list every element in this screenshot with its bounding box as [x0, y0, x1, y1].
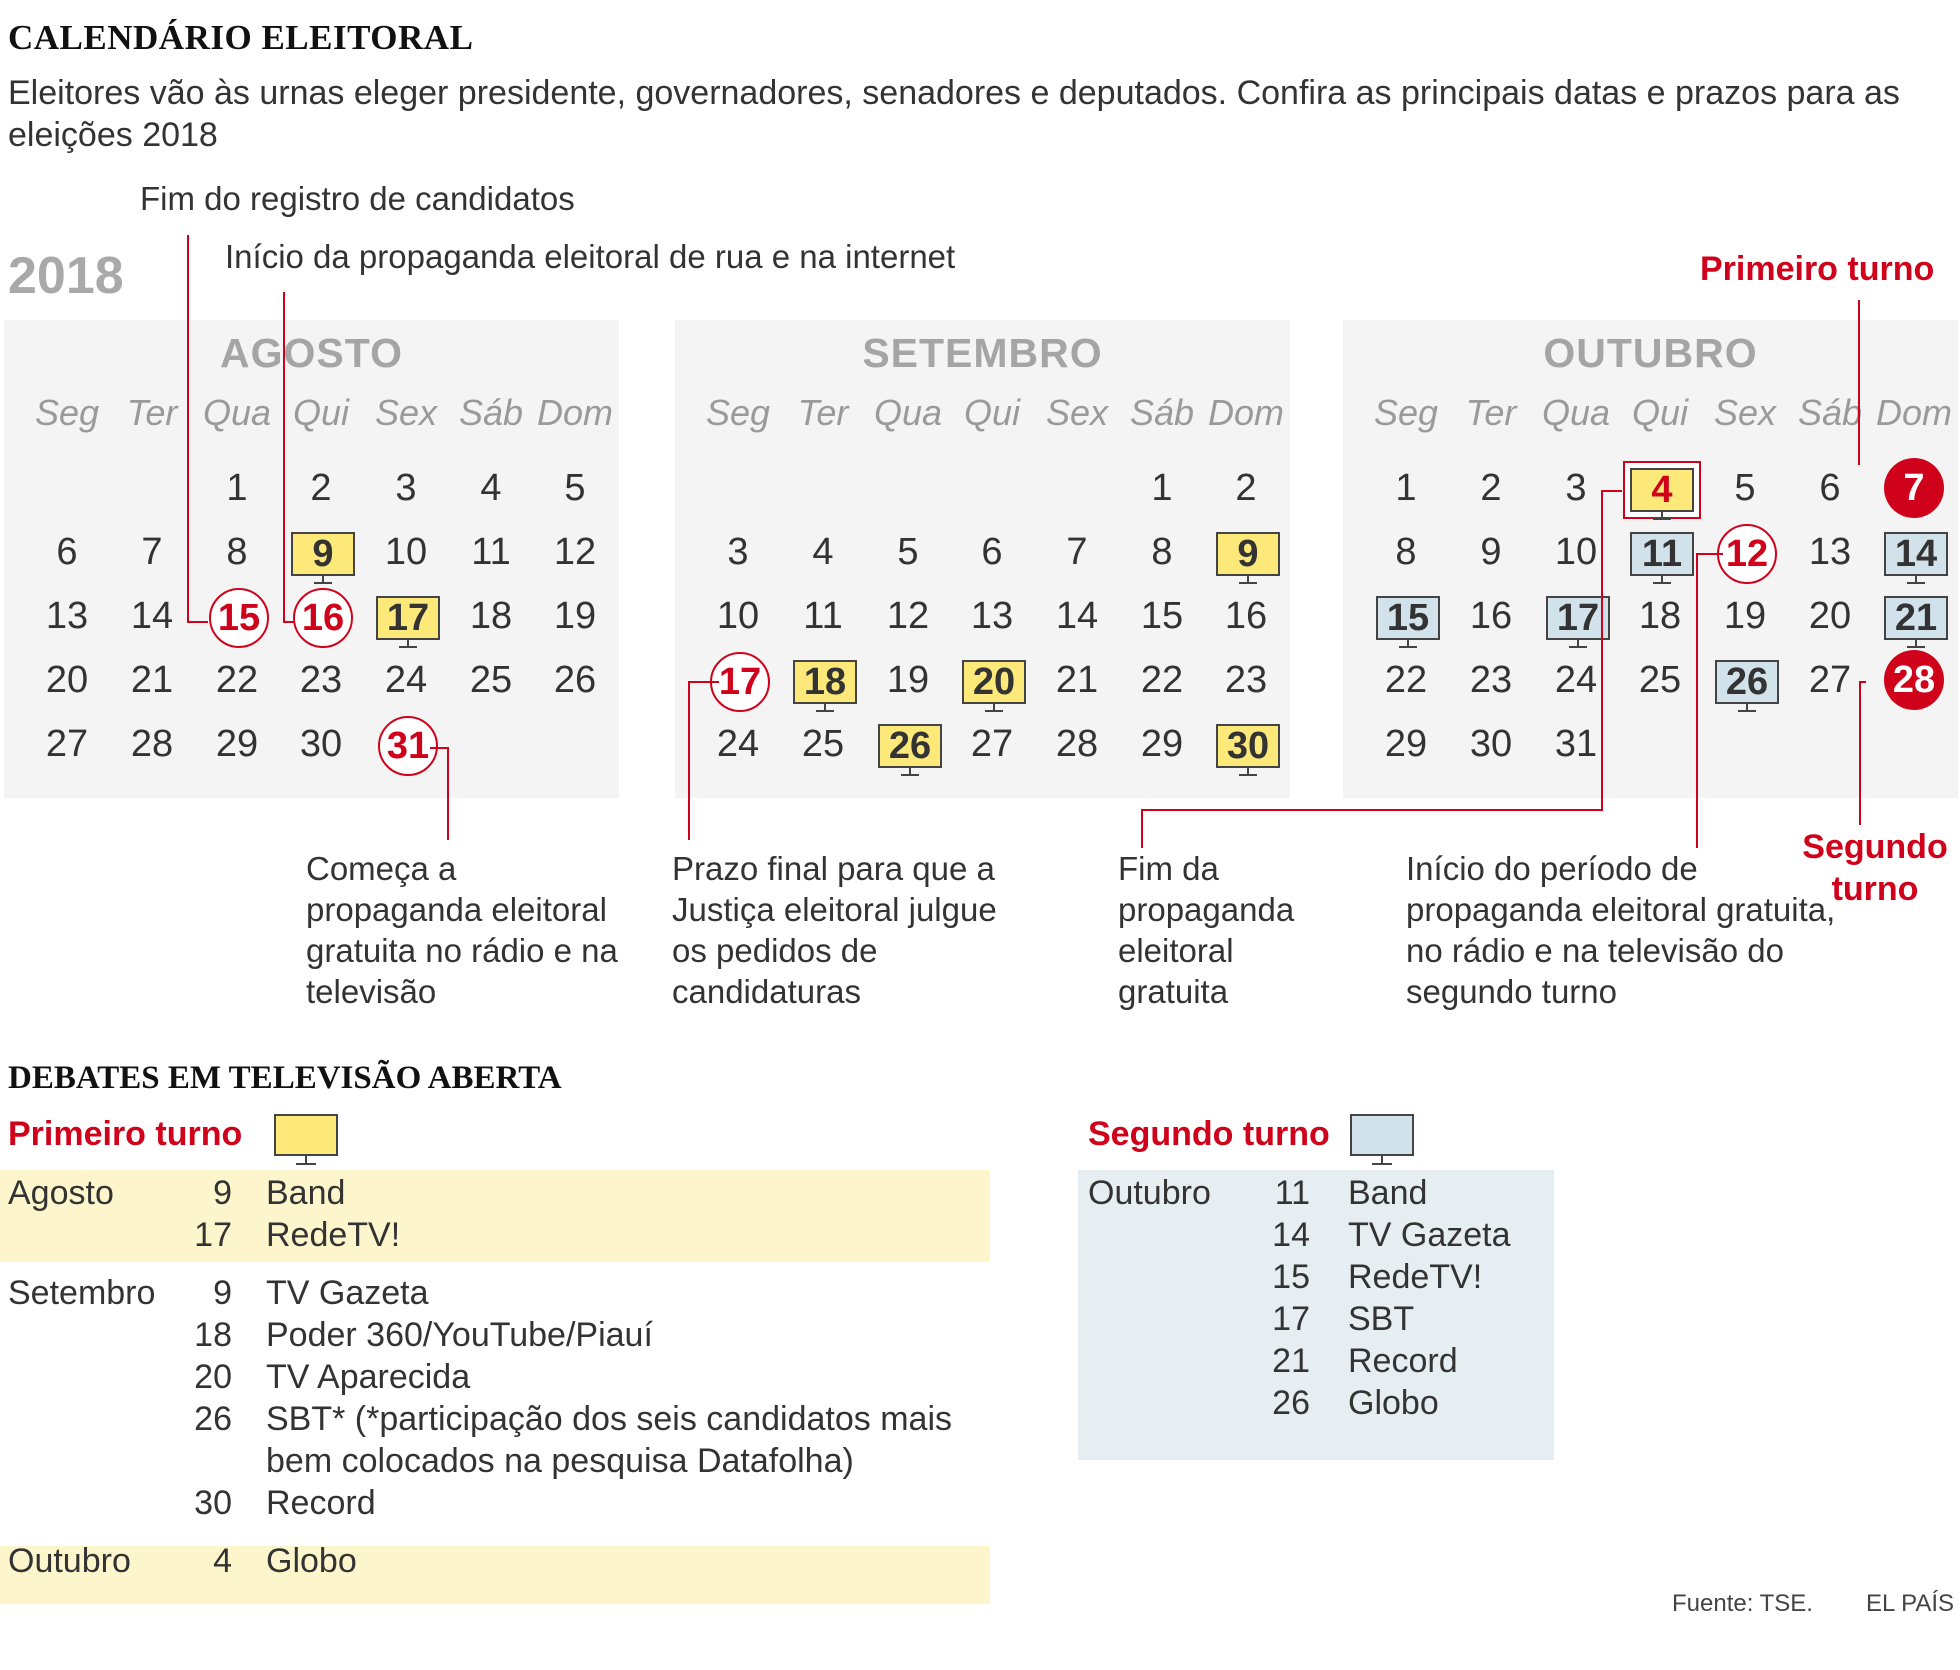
calendar-day: 18 — [469, 595, 513, 637]
calendar-day: 8 — [1395, 531, 1417, 573]
debate-month: Outubro — [8, 1542, 131, 1580]
note-prazo-final: Prazo final para que a Justiça eleitoral julgue os pedidos de candidaturas — [672, 850, 997, 1010]
note-comeca-propaganda: Começa a propaganda eleitoral gratuita no rádio e na televisão — [306, 850, 618, 1010]
calendar-day: 5 — [564, 467, 586, 509]
label-primeiro-turno: Primeiro turno — [1700, 250, 1935, 288]
weekday-header: Qua — [873, 392, 943, 433]
calendar-day: 16 — [1469, 595, 1513, 637]
calendar-day: 1 — [226, 467, 248, 509]
calendar-day: 21 — [1055, 659, 1099, 701]
calendar-day: 11 — [471, 531, 511, 573]
debate-channel: Record — [1348, 1342, 1458, 1380]
calendar-day: 24 — [716, 723, 760, 765]
calendar-day: 17 — [710, 652, 770, 712]
note-inicio-periodo: Início do período de propaganda eleitoral gratuita, no rádio e na televisão do segundo turno — [1406, 850, 1836, 1010]
weekday-header: Dom — [536, 392, 613, 433]
calendar-day: 22 — [1384, 659, 1428, 701]
calendar-day: 20 — [962, 660, 1026, 704]
calendar-day: 14 — [130, 595, 174, 637]
calendar-day: 27 — [1808, 659, 1852, 701]
calendar-day: 2 — [310, 467, 332, 509]
calendar-day: 26 — [1715, 660, 1779, 704]
debate-day: 4 — [213, 1542, 232, 1580]
calendar-day: 24 — [384, 659, 428, 701]
calendar-day: 3 — [727, 531, 749, 573]
weekday-header: Sáb — [1797, 392, 1863, 433]
calendar-day: 25 — [1638, 659, 1682, 701]
calendar-day: 14 — [1884, 532, 1948, 576]
weekday-header: Sex — [374, 392, 438, 433]
month-name: SETEMBRO — [862, 330, 1103, 376]
debates-section-title: DEBATES EM TELEVISÃO ABERTA — [8, 1060, 562, 1096]
weekday-header: Ter — [797, 392, 849, 433]
debate-day: 9 — [213, 1274, 232, 1312]
calendar-day: 12 — [886, 595, 930, 637]
calendar-day: 3 — [1565, 467, 1587, 509]
month-name: OUTUBRO — [1543, 330, 1758, 376]
calendar-day: 12 — [1717, 524, 1777, 584]
year-label: 2018 — [8, 247, 124, 305]
debate-day: 26 — [1272, 1384, 1310, 1422]
calendar-day: 19 — [886, 659, 930, 701]
calendar-day: 18 — [1638, 595, 1682, 637]
connector-comeca-propaganda — [430, 748, 448, 840]
calendar-day: 15 — [1376, 596, 1440, 640]
calendar-day: 25 — [801, 723, 845, 765]
debate-channel: TV Gazeta — [1348, 1216, 1511, 1254]
weekday-header: Qua — [1541, 392, 1611, 433]
weekday-header: Seg — [1373, 392, 1439, 433]
debate-day: 17 — [194, 1216, 232, 1254]
debate-day: 21 — [1272, 1342, 1310, 1380]
weekday-header: Seg — [705, 392, 771, 433]
weekday-header: Sáb — [458, 392, 524, 433]
calendar-day: 29 — [215, 723, 259, 765]
connector-prazo-final — [689, 682, 719, 840]
calendar-day: 7 — [141, 531, 163, 573]
calendar-day: 17 — [376, 596, 440, 640]
debate-channel: Record — [266, 1484, 376, 1522]
calendar-day: 22 — [215, 659, 259, 701]
debate-channel: Globo — [266, 1542, 357, 1580]
calendar-day: 8 — [1151, 531, 1173, 573]
calendar-day: 9 — [1216, 532, 1280, 576]
debate-channel: TV Gazeta — [266, 1274, 429, 1312]
calendar-day: 14 — [1055, 595, 1099, 637]
calendar-day: 15 — [209, 588, 269, 648]
calendar-day: 1 — [1151, 467, 1173, 509]
calendar-day: 23 — [299, 659, 343, 701]
calendar-day: 31 — [1554, 723, 1598, 765]
weekday-header: Seg — [34, 392, 100, 433]
debate-day: 9 — [213, 1174, 232, 1212]
calendar-day: 25 — [469, 659, 513, 701]
debate-day: 26 — [194, 1400, 232, 1438]
calendar-day: 4 — [480, 467, 502, 509]
calendar-day: 16 — [293, 588, 353, 648]
calendar-day: 6 — [1819, 467, 1841, 509]
debate-month: Setembro — [8, 1274, 156, 1312]
calendar-day: 19 — [1723, 595, 1767, 637]
weekday-header: Sex — [1045, 392, 1109, 433]
calendar-day: 29 — [1384, 723, 1428, 765]
calendar-day: 1 — [1395, 467, 1417, 509]
calendar-day: 31 — [378, 716, 438, 776]
page-title: CALENDÁRIO ELEITORAL — [8, 18, 474, 57]
calendar-day: 11 — [803, 595, 843, 637]
calendar-day: 2 — [1235, 467, 1257, 509]
weekday-header: Ter — [126, 392, 178, 433]
debate-channel: Band — [266, 1174, 346, 1212]
weekday-header: Qui — [1631, 392, 1689, 433]
note-fim-propaganda: Fim da propaganda eleitoral gratuita — [1118, 850, 1295, 1010]
debate-month: Agosto — [8, 1174, 114, 1212]
calendar-day: 7 — [1884, 458, 1944, 518]
weekday-header: Dom — [1207, 392, 1284, 433]
weekday-header: Sex — [1713, 392, 1777, 433]
footer-brand: EL PAÍS — [1866, 1590, 1955, 1617]
calendar-day: 10 — [716, 595, 760, 637]
calendar-day: 10 — [384, 531, 428, 573]
debate-day: 14 — [1272, 1216, 1310, 1254]
connector-inicio-propaganda-rua — [284, 292, 294, 622]
calendar-day: 20 — [45, 659, 89, 701]
calendar-day: 7 — [1066, 531, 1088, 573]
weekday-header: Qua — [202, 392, 272, 433]
calendar-day: 11 — [1630, 532, 1694, 576]
calendar-day: 3 — [395, 467, 417, 509]
calendar-day: 20 — [1808, 595, 1852, 637]
weekday-header: Qui — [292, 392, 350, 433]
debate-channel: Band — [1348, 1174, 1428, 1212]
calendar-day: 8 — [226, 531, 248, 573]
calendar-day: 4 — [812, 531, 834, 573]
first-round-label: Primeiro turno — [8, 1115, 243, 1153]
calendar-day: 23 — [1224, 659, 1268, 701]
note-fim-registro: Fim do registro de candidatos — [140, 180, 575, 217]
calendar-day: 15 — [1140, 595, 1184, 637]
calendar-day: 28 — [1884, 650, 1944, 710]
debate-channel: TV Aparecida — [266, 1358, 471, 1396]
calendar-day: 9 — [1480, 531, 1502, 573]
calendar-day: 10 — [1554, 531, 1598, 573]
note-inicio-propaganda-rua: Início da propaganda eleitoral de rua e na internet — [225, 238, 956, 275]
calendar-day: 29 — [1140, 723, 1184, 765]
calendar-day: 5 — [897, 531, 919, 573]
calendar-day: 19 — [553, 595, 597, 637]
label-segundo-turno: Segundo turno — [1802, 828, 1948, 908]
calendar-day: 30 — [299, 723, 343, 765]
debate-month: Outubro — [1088, 1174, 1211, 1212]
calendar-day: 17 — [1546, 596, 1610, 640]
debate-channel: Poder 360/YouTube/Piauí — [266, 1316, 653, 1354]
connector-inicio-periodo — [1697, 554, 1723, 848]
second-round-label: Segundo turno — [1088, 1115, 1330, 1153]
page-subtitle: Eleitores vão às urnas eleger presidente, governadores, senadores e deputados. Confira as principais datas e prazos para as eleições 2018 — [8, 74, 1900, 154]
calendar-day: 5 — [1734, 467, 1756, 509]
calendar-day: 22 — [1140, 659, 1184, 701]
connector-fim-registro — [188, 235, 208, 622]
weekday-header: Dom — [1875, 392, 1952, 433]
debate-channel: SBT* (*participação dos seis candidatos mais bem colocados na pesquisa Datafolha) — [266, 1400, 952, 1480]
calendar-day: 30 — [1216, 724, 1280, 768]
calendar-day: 26 — [553, 659, 597, 701]
debate-day: 30 — [194, 1484, 232, 1522]
calendar-day: 24 — [1554, 659, 1598, 701]
calendar-day: 18 — [793, 660, 857, 704]
connector-segundo-turno — [1860, 682, 1866, 825]
calendar-day: 6 — [56, 531, 78, 573]
calendar-day: 30 — [1469, 723, 1513, 765]
calendar-day: 6 — [981, 531, 1003, 573]
debate-channel: SBT — [1348, 1300, 1415, 1338]
connector-fim-propaganda — [1142, 491, 1622, 848]
weekday-header: Qui — [963, 392, 1021, 433]
calendar-day: 27 — [970, 723, 1014, 765]
calendar-day: 9 — [291, 532, 355, 576]
footer-source: Fuente: TSE. — [1672, 1590, 1813, 1617]
calendar-day: 26 — [878, 724, 942, 768]
debate-day: 17 — [1272, 1300, 1310, 1338]
debate-channel: RedeTV! — [266, 1216, 401, 1254]
debate-channel: Globo — [1348, 1384, 1439, 1422]
calendar-day: 21 — [1884, 596, 1948, 640]
debate-channel: RedeTV! — [1348, 1258, 1483, 1296]
tv-first-round-legend-icon — [274, 1114, 338, 1156]
calendar-day: 4 — [1630, 468, 1694, 512]
calendar-day: 28 — [1055, 723, 1099, 765]
debate-day: 11 — [1274, 1174, 1310, 1212]
calendar-day: 21 — [130, 659, 174, 701]
calendar-day: 12 — [553, 531, 597, 573]
calendar-day: 16 — [1224, 595, 1268, 637]
debate-day: 18 — [194, 1316, 232, 1354]
calendar-day: 13 — [1808, 531, 1852, 573]
calendar-day: 27 — [45, 723, 89, 765]
weekday-header: Sáb — [1129, 392, 1195, 433]
weekday-header: Ter — [1465, 392, 1517, 433]
month-name: AGOSTO — [220, 330, 403, 376]
tv-second-round-legend-icon — [1350, 1114, 1414, 1156]
debate-day: 20 — [194, 1358, 232, 1396]
calendar-day: 23 — [1469, 659, 1513, 701]
debate-day: 15 — [1272, 1258, 1310, 1296]
calendar-day: 13 — [970, 595, 1014, 637]
calendar-day: 28 — [130, 723, 174, 765]
calendar-day: 13 — [45, 595, 89, 637]
calendar-day: 2 — [1480, 467, 1502, 509]
